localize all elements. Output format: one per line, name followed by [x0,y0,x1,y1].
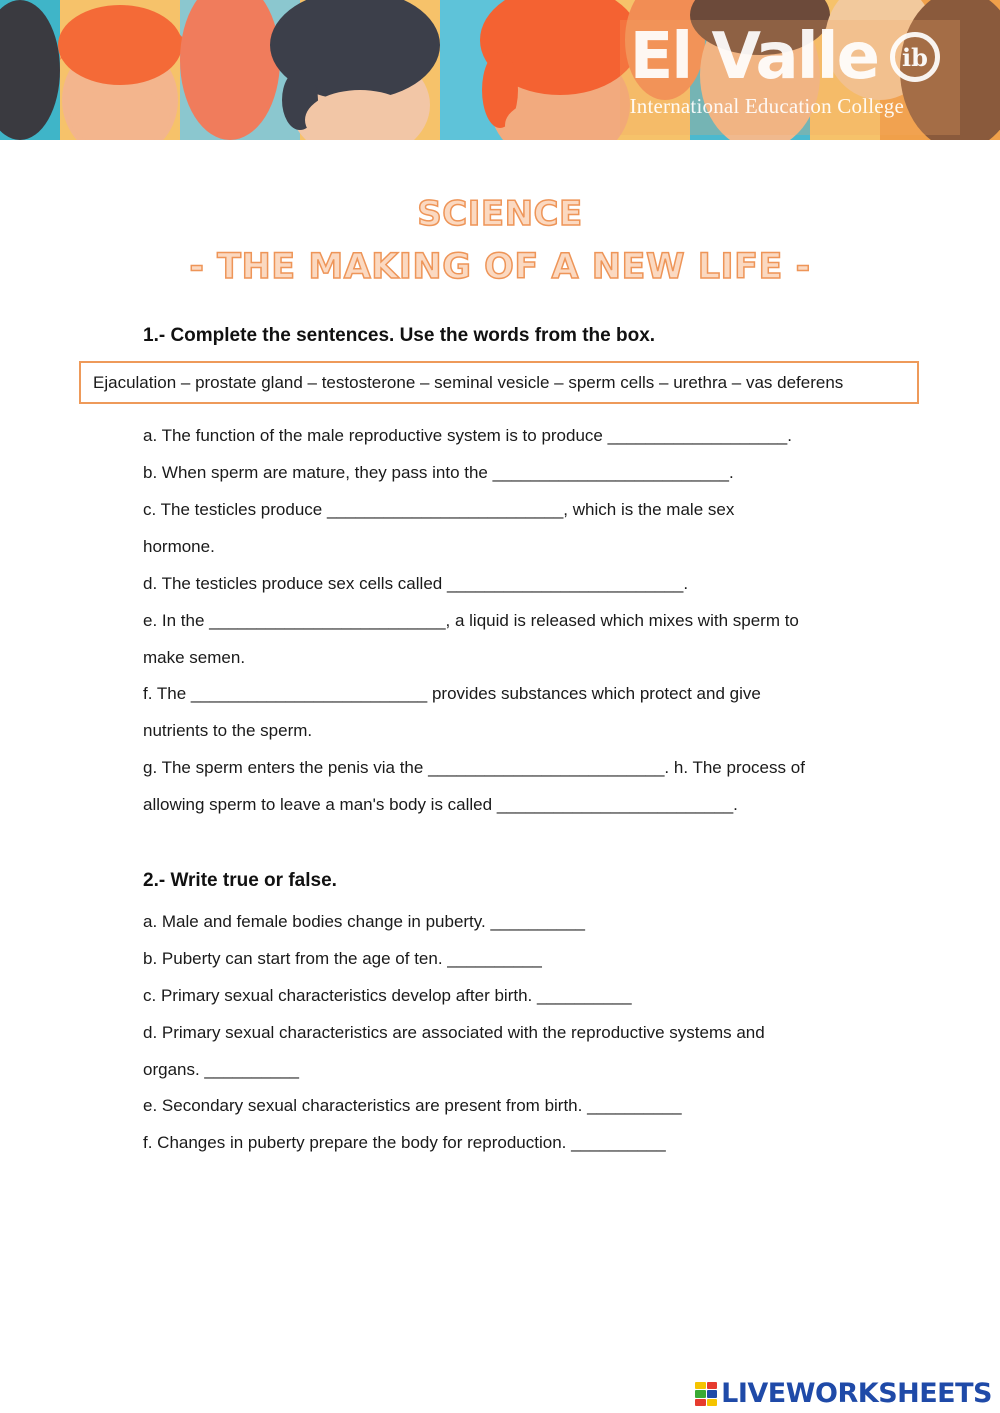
exercise2-line-f[interactable]: f. Changes in puberty prepare the body for reproduction. __________ [143,1133,666,1152]
ib-logo-icon: ib [890,32,940,82]
word-bank-box: Ejaculation – prostate gland – testosterone – seminal vesicle – sperm cells – urethra – vas deferens [79,361,919,404]
header-banner [0,0,1000,140]
exercise2-line-d: d. Primary sexual characteristics are associated with the reproductive systems and [143,1023,765,1042]
exercise1-line-a[interactable]: a. The function of the male reproductive system is to produce ___________________. [143,426,792,445]
exercise2-line-c[interactable]: c. Primary sexual characteristics develop after birth. __________ [143,986,632,1005]
exercise1-line-f-cont: nutrients to the sperm. [143,721,313,740]
school-subtitle: International Education College [629,94,905,118]
exercise1-line-c-cont: hormone. [143,537,215,556]
liveworksheets-logo[interactable] [695,1379,992,1409]
page-subtitle: - THE MAKING OF A NEW LIFE - [189,247,811,287]
exercise1-line-b[interactable]: b. When sperm are mature, they pass into the _________________________. [143,463,734,482]
section1-heading: 1.- Complete the sentences. Use the words from the box. [143,325,656,346]
section2-heading: 2.- Write true or false. [143,870,337,891]
exercise2-line-e[interactable]: e. Secondary sexual characteristics are present from birth. __________ [143,1096,682,1115]
liveworksheets-icon [695,1382,717,1406]
exercise1-line-f[interactable]: f. The _________________________ provides substances which protect and give [143,684,761,703]
school-logo [630,22,940,119]
exercise2-line-b[interactable]: b. Puberty can start from the age of ten. __________ [143,949,542,968]
exercise1-line-c[interactable]: c. The testicles produce _________________________, which is the male sex [143,500,735,519]
exercise1-line-e[interactable]: e. In the _________________________, a liquid is released which mixes with sperm to [143,611,799,630]
exercise1-line-d[interactable]: d. The testicles produce sex cells called _________________________. [143,574,689,593]
liveworksheets-wordmark: LIVEWORKSHEETS [721,1378,992,1409]
school-name: El Valle [629,20,878,94]
exercise1-line-e-cont: make semen. [143,648,246,667]
exercise1-line-g[interactable]: g. The sperm enters the penis via the _________________________. h. The process of [143,758,805,777]
exercise2-line-d-cont[interactable]: organs. __________ [143,1060,299,1079]
page-title: SCIENCE [417,194,583,234]
exercise1-line-h[interactable]: allowing sperm to leave a man's body is called _________________________. [143,795,738,814]
exercise2-line-a[interactable]: a. Male and female bodies change in puberty. __________ [143,912,586,931]
